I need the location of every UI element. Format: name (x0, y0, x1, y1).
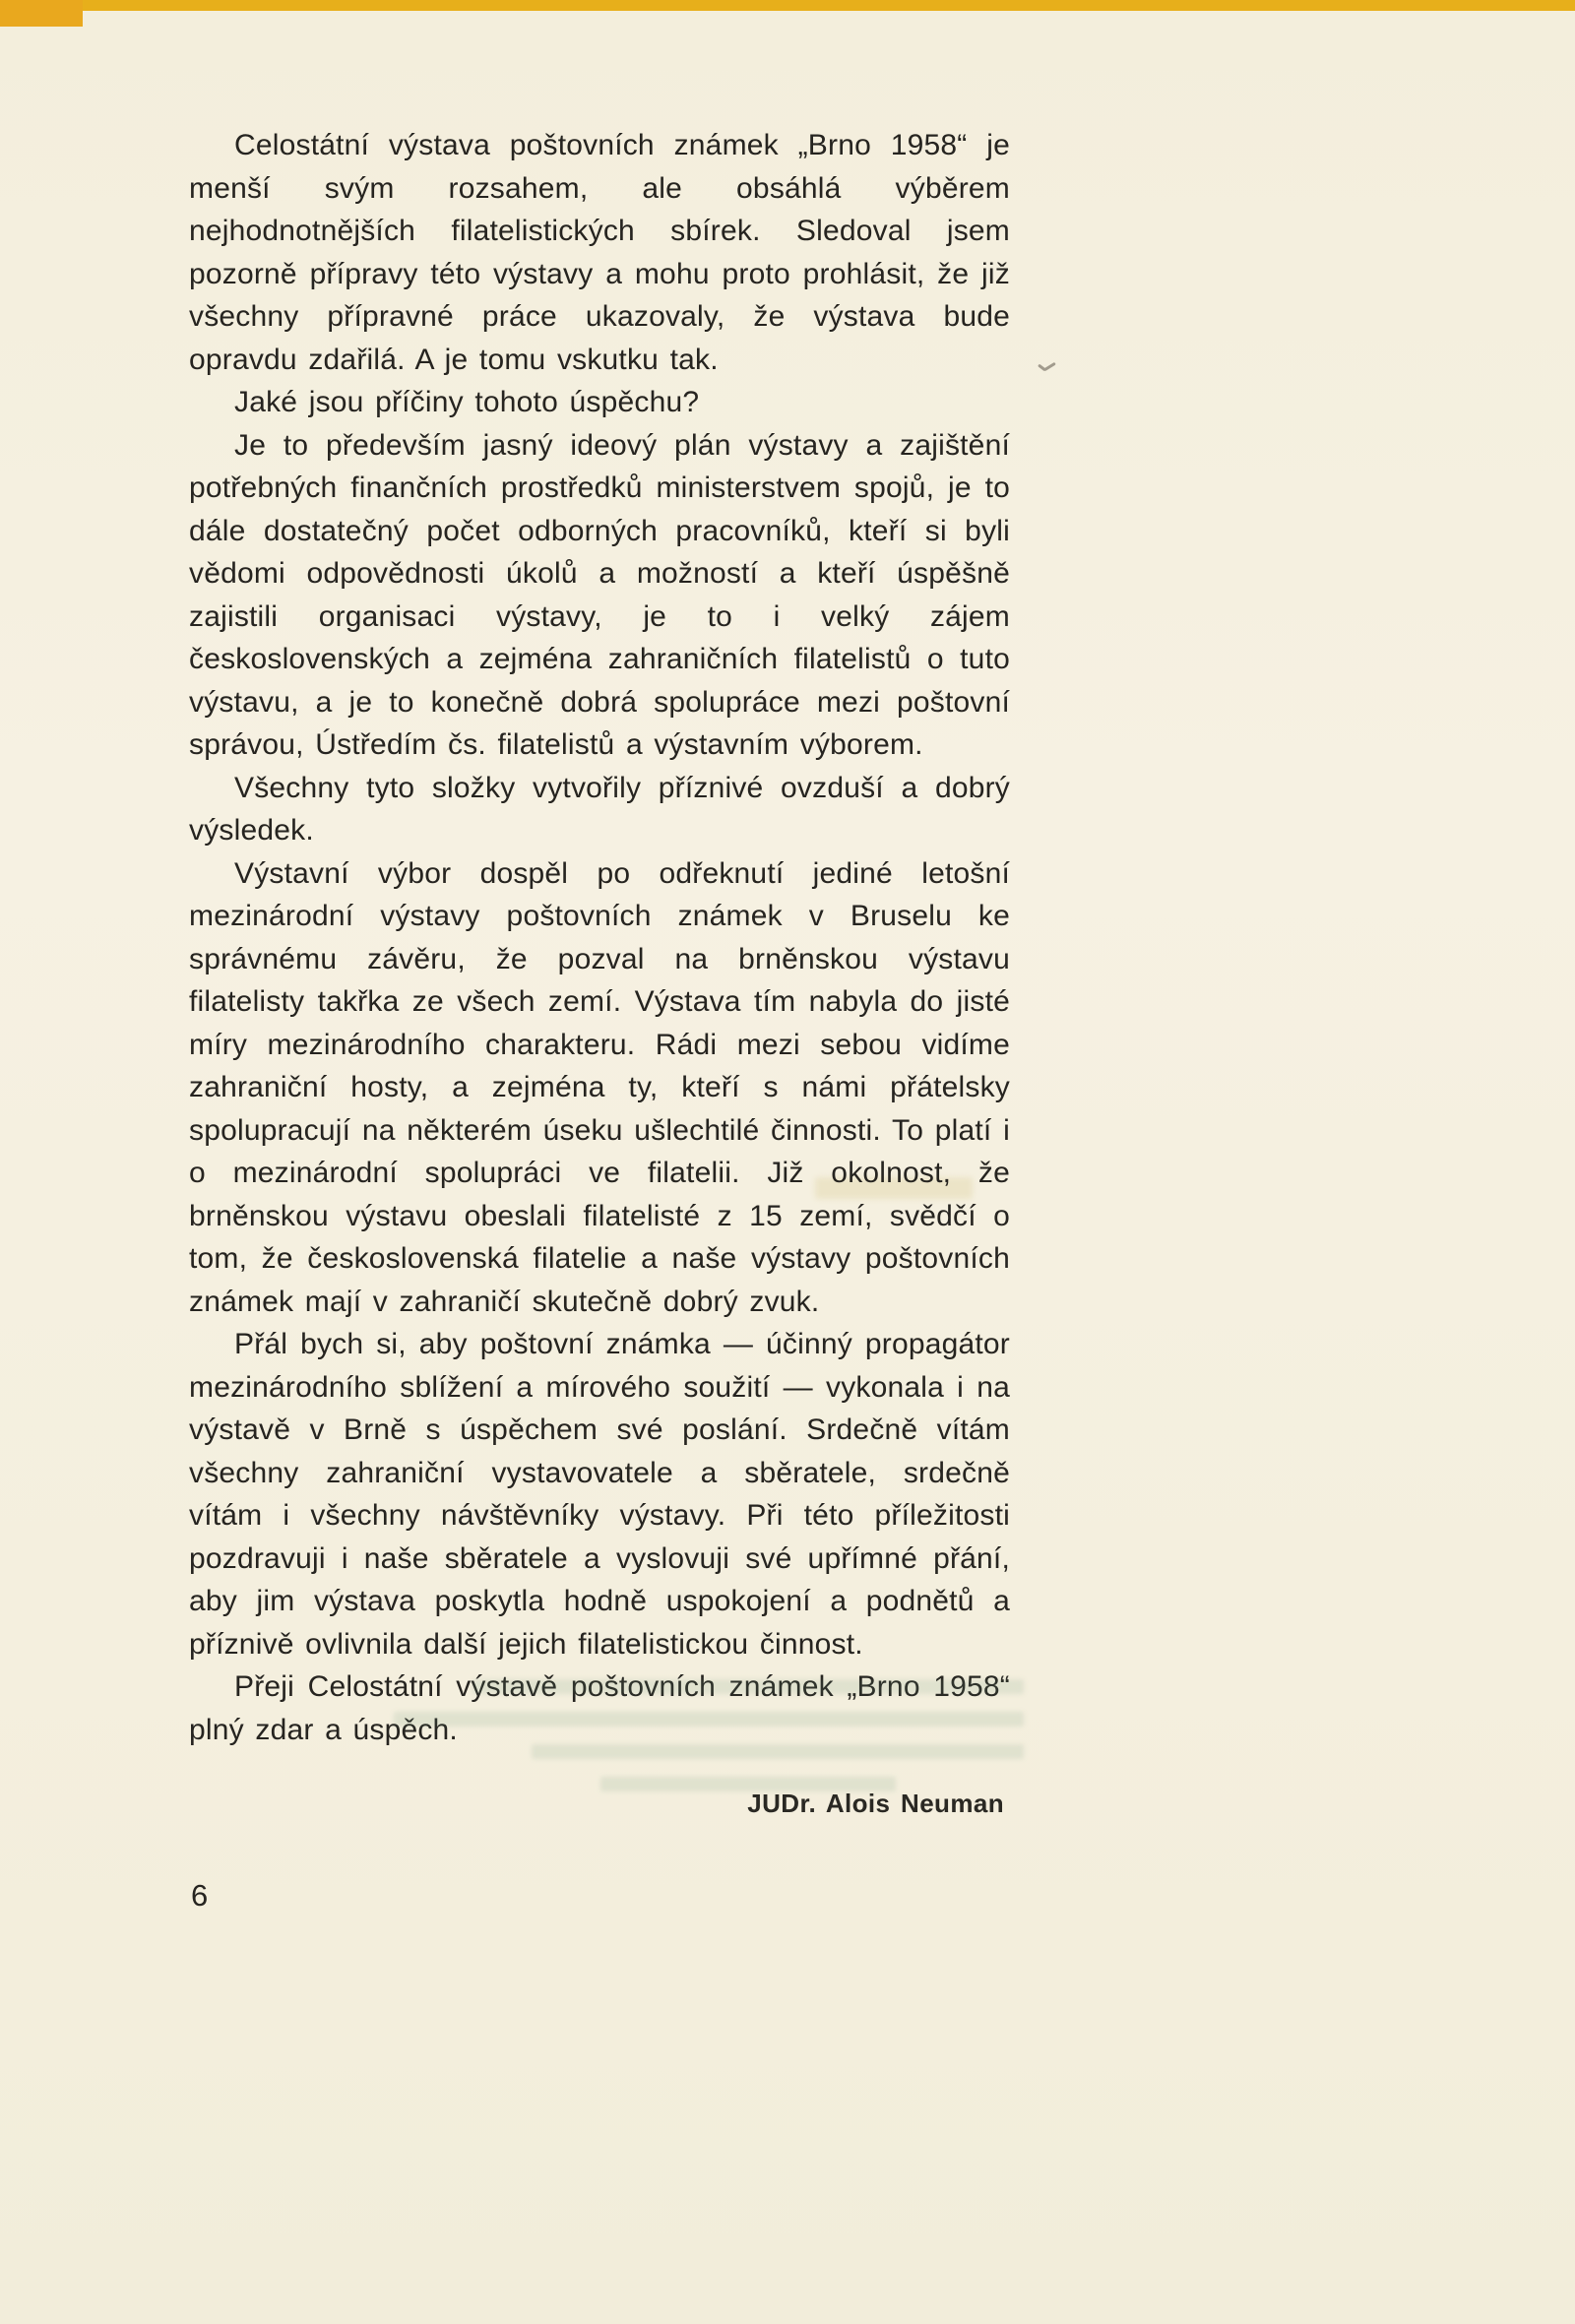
paragraph-reasons: Je to především jasný ideový plán výstavy a zajištění potřebných finančních prostředků ministerstvem spojů, je to dále dostatečný počet odborných pracovníků, kteří si byli vědomi odpovědnosti úkolů a možností a kteří úspěšně zajistili organisaci výstavy, je to i velký zájem československých a zejména zahraničních filatelistů o tuto výstavu, a je to konečně dobrá spolupráce mezi poštovní správou, Ústředím čs. filatelistů a výstavním výborem. (189, 428, 1010, 761)
paragraph-question: Jaké jsou příčiny tohoto úspěchu? (234, 386, 700, 418)
cover-edge-corner (0, 0, 83, 27)
page-text (189, 124, 1010, 1826)
pencil-check-mark (1036, 362, 1057, 376)
page-number: 6 (191, 1878, 209, 1913)
paragraph-closing: Přeji Celostátní výstavě poštovních známek „Brno 1958“ plný zdar a úspěch. (189, 1670, 1010, 1746)
author-signature: JUDr. Alois Neuman (747, 1789, 1004, 1818)
paragraph-summary: Všechny tyto složky vytvořily příznivé ovzduší a dobrý výsledek. (189, 771, 1010, 847)
paragraph-intro: Celostátní výstava poštovních známek „Brno 1958“ je menší svým rozsahem, ale obsáhlá výběrem nejhodnotnějších filatelistických sbírek. Sledoval jsem pozorně přípravy této výstavy a mohu proto prohlásit, že již všechny přípravné práce ukazovaly, že výstava bude opravdu zdařilá. A je tomu vskutku tak. (189, 129, 1010, 376)
cover-edge-band (0, 0, 1575, 11)
paragraph-wishes: Přál bych si, aby poštovní známka — účinný propagátor mezinárodního sblížení a mírového soužití — vykonala i na výstavě v Brně s úspěchem své poslání. Srdečně vítám všechny zahraniční vystavovatele a sběratele, srdečně vítám i všechny návštěvníky výstavy. Při této příležitosti pozdravuji i naše sběratele a vyslovuji své upřímné přání, aby jim výstava poskytla hodně uspokojení a podnětů a příznivě ovlivnila další jejich filatelistickou činnost. (189, 1328, 1010, 1661)
paragraph-international: Výstavní výbor dospěl po odřeknutí jediné letošní mezinárodní výstavy poštovních známek v Bruselu ke správnému závěru, že pozval na brněnskou výstavu filatelisty takřka ze všech zemí. Výstava tím nabyla do jisté míry mezinárodního charakteru. Rádi mezi sebou vidíme zahraniční hosty, a zejména ty, kteří s námi přátelsky spolupracují na některém úseku ušlechtilé činnosti. To platí i o mezinárodní spolupráci ve filatelii. Již okolnost, že brněnskou výstavu obeslali filatelisté z 15 zemí, svědčí o tom, že československá filatelie a naše výstavy poštovních známek mají v zahraničí skutečně dobrý zvuk. (189, 856, 1010, 1318)
